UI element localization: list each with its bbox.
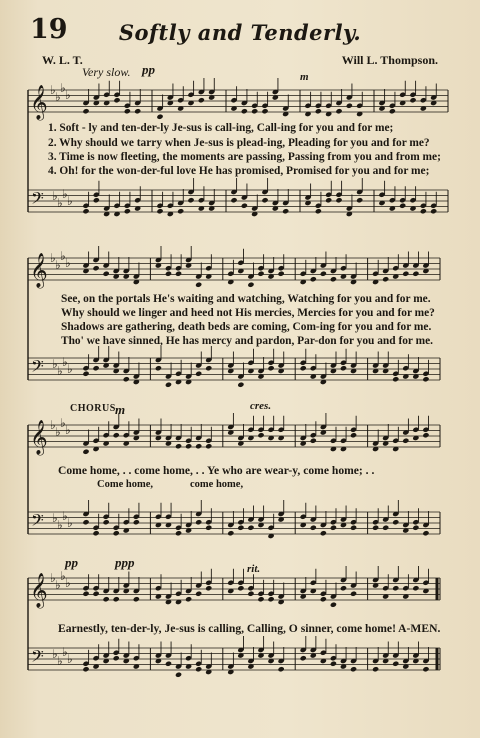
system-3-bass-note <box>113 530 120 536</box>
system-4-treble-note <box>350 591 357 597</box>
system-2-key-signature: ♭ <box>60 249 66 263</box>
system-1-treble-clef: 𝄞 <box>30 85 48 120</box>
system-3-bass-note <box>103 519 110 525</box>
system-1-key-signature: ♭ <box>52 189 58 203</box>
system-3-bass-note <box>237 525 244 531</box>
system-1-bass-note <box>325 197 332 203</box>
system-1-treble-note <box>389 108 396 114</box>
system-4-bass-note <box>175 672 182 678</box>
system-2-treble-note <box>402 271 409 277</box>
system-4-key-signature: ♭ <box>57 654 63 668</box>
system-1-key-signature: ♭ <box>60 81 66 95</box>
system-2-bass-note <box>422 376 429 382</box>
system-3-treble-note <box>257 432 264 438</box>
music-credit: Will L. Thompson. <box>341 53 438 67</box>
system-4-treble-note <box>195 591 202 597</box>
system-4-bass-note <box>372 666 379 672</box>
system-3-treble-note <box>402 438 409 444</box>
system-1-treble-note <box>124 108 131 114</box>
system-1-treble-note <box>156 114 163 120</box>
system-2-bass-note <box>195 371 202 377</box>
system-2-bass-note <box>82 371 89 377</box>
system-3-key-signature: ♭ <box>60 416 66 430</box>
system-3-treble-note <box>205 443 212 449</box>
system-3-bass-note <box>247 525 254 531</box>
system-4-treble-note <box>92 591 99 597</box>
system-3-bass-note <box>422 530 429 536</box>
system-4-treble-note <box>133 596 140 602</box>
system-2-treble-clef: 𝄞 <box>30 253 48 288</box>
system-2-treble-note <box>330 276 337 282</box>
system-4-key-signature: ♭ <box>55 578 61 592</box>
system-1-key-signature: ♭ <box>55 90 61 104</box>
system-1-key-signature: ♭ <box>62 187 68 201</box>
dynamic-pianissimo-final: pp <box>65 555 78 570</box>
system-3-treble-note <box>175 443 182 449</box>
system-4-bass-note <box>113 655 120 661</box>
system-2-treble-note <box>92 265 99 271</box>
system-3-treble-note <box>113 432 120 438</box>
system-4-bass-note <box>392 661 399 667</box>
system-1-treble-note <box>261 108 268 114</box>
system-2-treble-note <box>320 271 327 277</box>
system-1-bass-note <box>82 208 89 214</box>
system-1-bass-note <box>241 203 248 209</box>
system-1-key-signature: ♭ <box>67 194 73 208</box>
system-4-bass-clef: 𝄢 <box>31 646 44 670</box>
system-2-key-signature: ♭ <box>55 258 61 272</box>
system-4-treble-note <box>205 585 212 591</box>
system-1-treble-note <box>198 97 205 103</box>
verse-1-line-1: 1. Soft - ly and ten-der-ly Je-sus is call-ing, Call-ing for you and for me; <box>48 122 394 134</box>
system-2-bass-note <box>165 382 172 388</box>
system-4-treble-note <box>330 602 337 608</box>
system-4-bass-note <box>330 661 337 667</box>
system-2-bass-note <box>340 365 347 371</box>
system-2-bass-note <box>123 376 130 382</box>
dynamic-mezzo: m <box>300 71 309 83</box>
system-1-treble-note <box>82 108 89 114</box>
system-3-key-signature: ♭ <box>67 516 73 530</box>
system-4-treble-note <box>257 596 264 602</box>
system-3-bass-note <box>133 519 140 525</box>
system-3-key-signature: ♭ <box>57 518 63 532</box>
system-2-bass-note <box>92 365 99 371</box>
system-1-bass-note <box>261 197 268 203</box>
system-4-treble-note <box>237 585 244 591</box>
system-2-key-signature: ♭ <box>50 251 56 265</box>
system-3-bass-note <box>227 530 234 536</box>
system-1-bass-note <box>177 208 184 214</box>
system-2-key-signature: ♭ <box>62 355 68 369</box>
hymn-title: Softly and Tenderly. <box>118 20 362 45</box>
system-1-treble-note <box>315 108 322 114</box>
system-4-key-signature: ♭ <box>60 569 66 583</box>
system-2-bass-note <box>155 365 162 371</box>
verse-3-line-2: Shadows are gathering, death beds are coming, Com-ing for you and for me. <box>61 321 432 333</box>
system-4-bass-note <box>195 666 202 672</box>
system-4-treble-note <box>392 585 399 591</box>
system-3-treble-clef: 𝄞 <box>30 420 48 455</box>
tempo-marking: Very slow. <box>82 65 131 79</box>
system-3-treble-note <box>195 443 202 449</box>
system-1-treble-note <box>241 108 248 114</box>
system-1-bass-note <box>187 197 194 203</box>
system-2-treble-note <box>412 271 419 277</box>
system-4-treble-note <box>247 591 254 597</box>
system-4-treble-note <box>320 596 327 602</box>
verse-3-line-1: 3. Time is now fleeting, the moments are passing, Passing from you and from me; <box>48 151 441 163</box>
system-2-bass-note <box>267 365 274 371</box>
system-3-treble-note <box>422 432 429 438</box>
dynamic-pianississimo: ppp <box>115 555 135 570</box>
system-2-key-signature: ♭ <box>52 357 58 371</box>
system-1-bass-note <box>124 208 131 214</box>
system-2-treble-note <box>278 271 285 277</box>
system-4-treble-note <box>82 591 89 597</box>
system-4-treble-note <box>113 596 120 602</box>
system-2-treble-note <box>103 271 110 277</box>
system-4-bass-note <box>300 655 307 661</box>
dynamic-mezzo-chorus: m <box>115 402 126 417</box>
system-3-key-signature: ♭ <box>62 509 68 523</box>
chorus-echo-1: Come home, <box>97 479 153 490</box>
verse-4-line-1: 4. Oh! for the won-der-ful love He has promised, Promised for you and for me; <box>48 165 430 177</box>
chorus-label: CHORUS. <box>70 403 119 414</box>
system-3-bass-note <box>205 525 212 531</box>
system-1-treble-note <box>409 97 416 103</box>
system-1-bass-note <box>315 208 322 214</box>
system-1-key-signature: ♭ <box>50 83 56 97</box>
system-4-key-signature: ♭ <box>65 576 71 590</box>
system-1-treble-note <box>346 103 353 109</box>
system-2-treble-note <box>247 282 254 288</box>
verse-4-line-2: Tho' we have sinned, He has mercy and pardon, Par-don for you and for me. <box>61 335 434 347</box>
verse-1-line-2: See, on the portals He's waiting and watching, Watching for you and for me. <box>61 293 431 305</box>
system-4-key-signature: ♭ <box>67 652 73 666</box>
system-4-treble-note <box>103 596 110 602</box>
system-4-treble-clef: 𝄞 <box>30 573 48 608</box>
system-3-bass-note <box>310 525 317 531</box>
system-1-treble-note <box>335 108 342 114</box>
system-3-bass-note <box>382 525 389 531</box>
system-1-bass-note <box>282 208 289 214</box>
system-3-key-signature: ♭ <box>50 418 56 432</box>
system-1-bass-note <box>420 208 427 214</box>
system-1-bass-note <box>430 208 437 214</box>
hymn-number: 19 <box>30 14 68 45</box>
system-1-key-signature: ♭ <box>65 88 71 102</box>
system-3-treble-note <box>350 432 357 438</box>
system-1-bass-note <box>356 197 363 203</box>
words-credit: W. L. T. <box>42 53 83 67</box>
system-3-key-signature: ♭ <box>52 511 58 525</box>
system-3-treble-note <box>82 449 89 455</box>
system-3-bass-note <box>195 519 202 525</box>
system-4-treble-note <box>267 596 274 602</box>
system-3-bass-note <box>372 525 379 531</box>
system-2-key-signature: ♭ <box>67 362 73 376</box>
system-2-treble-note <box>175 271 182 277</box>
system-2-treble-note <box>382 276 389 282</box>
system-3-bass-note <box>330 525 337 531</box>
system-4-bass-note <box>165 661 172 667</box>
system-1-bass-note <box>399 203 406 209</box>
system-3-bass-note <box>392 519 399 525</box>
system-2-bass-clef: 𝄢 <box>31 356 44 380</box>
verse-2-line-1: 2. Why should we tarry when Je-sus is plead-ing, Pleading for you and for me? <box>48 137 430 149</box>
system-4-bass-note <box>82 666 89 672</box>
verse-2-line-2: Why should we linger and heed not His mercies, Mercies for you and for me? <box>61 307 435 319</box>
chorus-line-1: Come home, . . come home, . . Ye who are wear-y, come home; . . <box>58 464 375 477</box>
system-2-treble-note <box>257 271 264 277</box>
system-2-bass-note <box>300 365 307 371</box>
system-3-key-signature: ♭ <box>65 423 71 437</box>
system-2-treble-note <box>310 276 317 282</box>
system-2-key-signature: ♭ <box>57 364 63 378</box>
system-3-treble-note <box>185 443 192 449</box>
dynamic-crescendo: cres. <box>250 400 272 412</box>
system-4-bass-note <box>422 666 429 672</box>
system-3-bass-note <box>82 519 89 525</box>
chorus-echo-2: come home, <box>190 479 244 490</box>
dynamic-pianissimo: pp <box>142 62 155 77</box>
dynamic-ritardando: rit. <box>247 563 261 575</box>
system-2-bass-note <box>392 376 399 382</box>
system-1-treble-note <box>134 108 141 114</box>
system-4-treble-note <box>185 596 192 602</box>
system-3-bass-note <box>412 525 419 531</box>
system-1-bass-note <box>93 197 100 203</box>
system-3-bass-note <box>92 530 99 536</box>
system-4-bass-note <box>350 666 357 672</box>
system-2-bass-note <box>237 382 244 388</box>
system-3-bass-note <box>350 525 357 531</box>
system-1-bass-note <box>156 208 163 214</box>
system-4-key-signature: ♭ <box>52 647 58 661</box>
system-4-key-signature: ♭ <box>62 645 68 659</box>
system-1-bass-clef: 𝄢 <box>31 188 44 212</box>
system-3-key-signature: ♭ <box>55 425 61 439</box>
system-3-bass-note <box>320 530 327 536</box>
system-1-key-signature: ♭ <box>57 196 63 210</box>
system-2-key-signature: ♭ <box>65 256 71 270</box>
system-2-treble-note <box>195 282 202 288</box>
system-3-treble-note <box>310 438 317 444</box>
system-2-treble-note <box>165 271 172 277</box>
system-1-treble-note <box>251 108 258 114</box>
system-1-bass-note <box>335 197 342 203</box>
system-3-bass-clef: 𝄢 <box>31 510 44 534</box>
system-4-bass-note <box>278 666 285 672</box>
system-4-key-signature: ♭ <box>50 571 56 585</box>
system-1-bass-note <box>230 197 237 203</box>
system-4-treble-note <box>340 585 347 591</box>
chorus-line-2: Earnestly, ten-der-ly, Je-sus is calling, Calling, O sinner, come home! A-MEN. <box>58 622 441 635</box>
system-2-bass-note <box>205 365 212 371</box>
system-4-treble-note <box>412 585 419 591</box>
system-3-bass-note <box>175 530 182 536</box>
system-1-treble-note <box>113 97 120 103</box>
